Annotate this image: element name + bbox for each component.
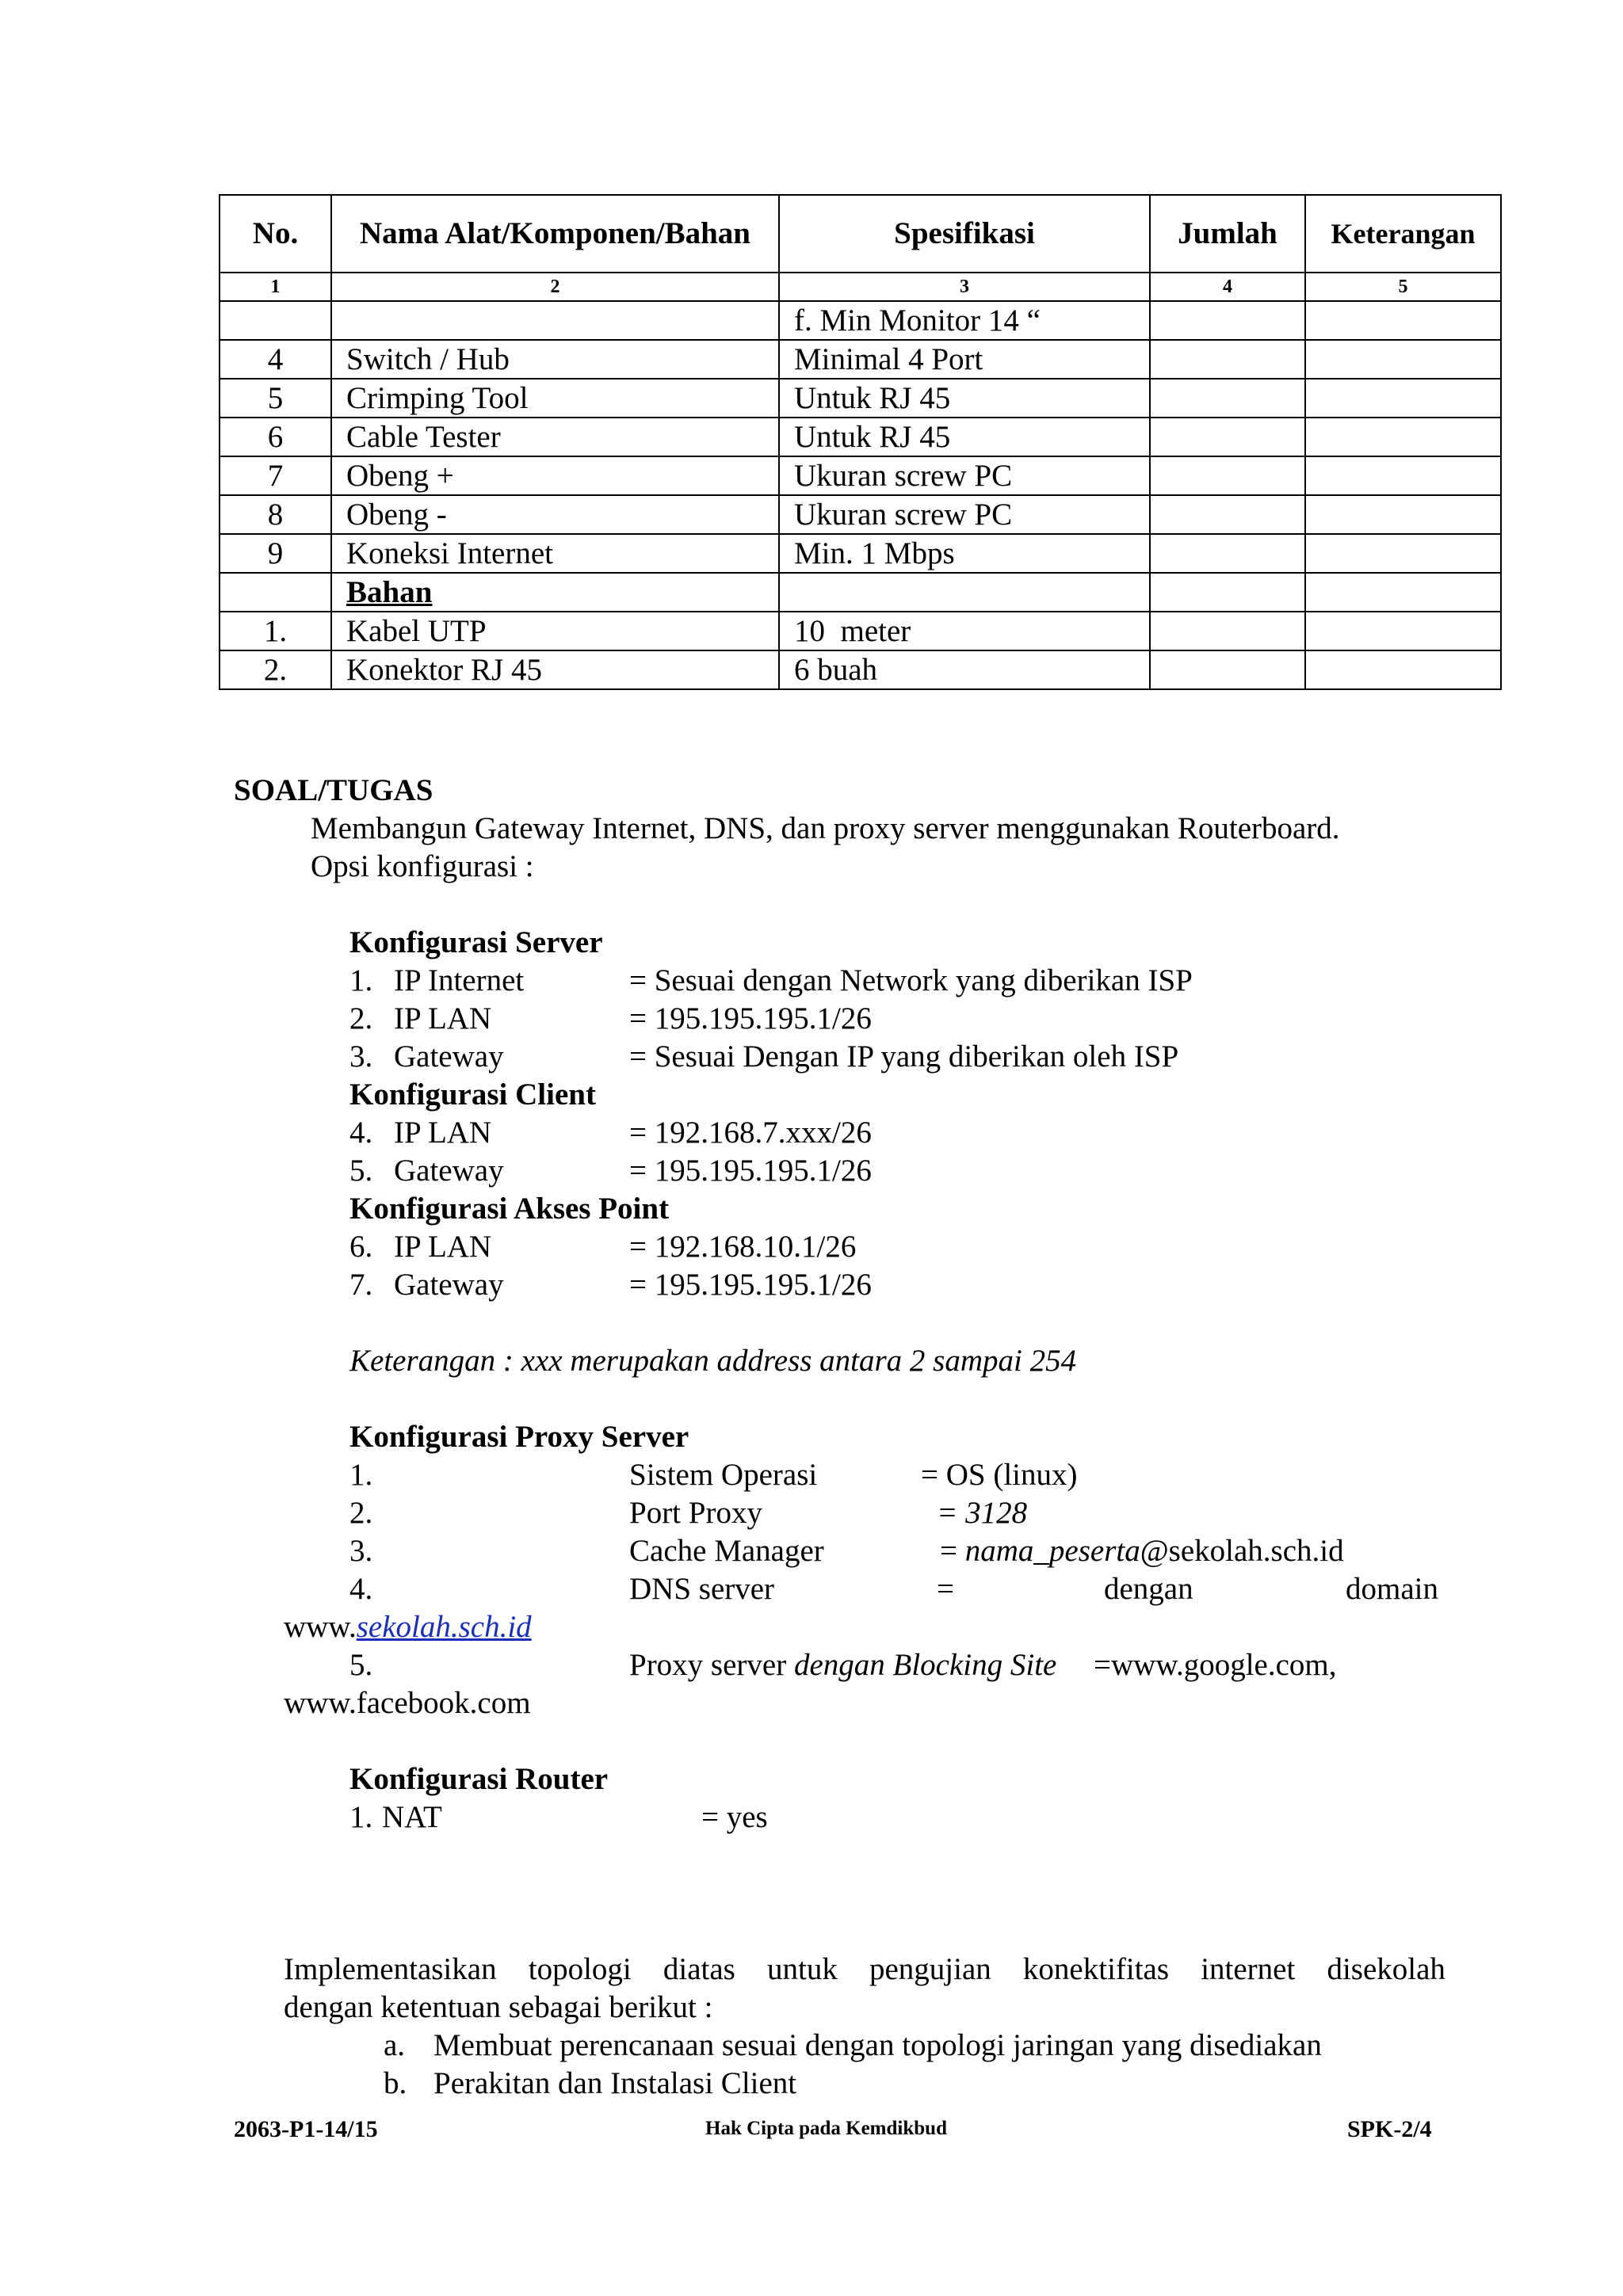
client-config-heading: Konfigurasi Client xyxy=(349,1077,596,1112)
task-description: Membangun Gateway Internet, DNS, dan proxy server menggunakan Routerboard. xyxy=(311,811,1340,845)
cell-name-section: Bahan xyxy=(331,573,779,612)
cell-qty xyxy=(1150,340,1305,379)
cell-spec: Minimal 4 Port xyxy=(779,340,1150,379)
table-row xyxy=(220,418,1501,456)
list-number: 5. xyxy=(349,1648,373,1682)
list-number: 2. xyxy=(349,1001,373,1035)
cell-qty xyxy=(1150,379,1305,418)
config-value xyxy=(937,1494,1027,1532)
cell-no: 8 xyxy=(220,495,331,534)
config-value xyxy=(940,1532,1344,1570)
header-note: Keterangan xyxy=(1305,195,1501,273)
col-number: 1 xyxy=(220,273,331,301)
footer-page: SPK-2/4 xyxy=(1347,2116,1432,2142)
implementation-line-2: dengan ketentuan sebagai berikut : xyxy=(284,1990,713,2024)
cell-no: 4 xyxy=(220,340,331,379)
cell-spec: 6 buah xyxy=(779,650,1150,689)
header-spec: Spesifikasi xyxy=(779,195,1150,273)
config-value: = Sesuai dengan Network yang diberikan ISP xyxy=(629,963,1193,997)
proxy-config-heading: Konfigurasi Proxy Server xyxy=(349,1420,689,1454)
config-label: IP LAN xyxy=(394,1001,492,1035)
word: disekolah xyxy=(1327,1952,1445,1986)
cell-qty xyxy=(1150,534,1305,573)
config-value: = Sesuai Dengan IP yang diberikan oleh ISP xyxy=(629,1039,1179,1074)
config-label: Cache Manager xyxy=(629,1534,824,1568)
cell-qty xyxy=(1150,650,1305,689)
cell-qty xyxy=(1150,301,1305,340)
word: untuk xyxy=(767,1952,838,1986)
equipment-table xyxy=(219,194,1502,690)
list-number: 1. xyxy=(349,1800,373,1834)
word: topologi xyxy=(528,1952,632,1986)
table-row xyxy=(220,495,1501,534)
config-value: =www.google.com, xyxy=(1094,1648,1337,1682)
server-config-heading: Konfigurasi Server xyxy=(349,925,603,959)
cell-note xyxy=(1305,301,1501,340)
cell-no xyxy=(220,573,331,612)
list-number: 2. xyxy=(349,1496,373,1530)
cell-spec xyxy=(779,573,1150,612)
config-label xyxy=(629,1646,1056,1684)
cell-note xyxy=(1305,456,1501,495)
cell-name: Kabel UTP xyxy=(331,612,779,650)
config-label: Port Proxy xyxy=(629,1496,762,1530)
config-value: = OS (linux) xyxy=(921,1458,1078,1492)
task-options-label: Opsi konfigurasi : xyxy=(311,849,534,883)
config-label: IP Internet xyxy=(394,963,525,997)
cell-name xyxy=(331,301,779,340)
justified-word: dengan xyxy=(1104,1572,1193,1606)
cell-qty xyxy=(1150,456,1305,495)
implementation-line xyxy=(284,1951,1445,1989)
cell-spec: Min. 1 Mbps xyxy=(779,534,1150,573)
cell-note xyxy=(1305,379,1501,418)
list-number: 4. xyxy=(349,1116,373,1150)
cell-note xyxy=(1305,495,1501,534)
config-value: = 192.168.10.1/26 xyxy=(629,1230,857,1264)
word: konektifitas xyxy=(1022,1952,1170,1986)
cell-note xyxy=(1305,534,1501,573)
equals-sign: = xyxy=(940,1534,957,1568)
config-label: Gateway xyxy=(394,1154,504,1188)
table-row xyxy=(220,534,1501,573)
config-label: IP LAN xyxy=(394,1116,492,1150)
cell-name: Obeng - xyxy=(331,495,779,534)
cell-no: 9 xyxy=(220,534,331,573)
list-number: 4. xyxy=(349,1572,373,1606)
cell-no: 1. xyxy=(220,612,331,650)
config-label: IP LAN xyxy=(394,1230,492,1264)
equals-sign: = xyxy=(937,1496,958,1530)
list-number: 3. xyxy=(349,1534,373,1568)
cell-spec: Untuk RJ 45 xyxy=(779,418,1150,456)
header-name: Nama Alat/Komponen/Bahan xyxy=(331,195,779,273)
cell-spec: f. Min Monitor 14 “ xyxy=(779,301,1150,340)
word: diatas xyxy=(663,1952,735,1986)
config-label: NAT xyxy=(382,1800,442,1834)
list-number: 6. xyxy=(349,1230,373,1264)
cell-name: Cable Tester xyxy=(331,418,779,456)
list-item: Membuat perencanaan sesuai dengan topologi jaringan yang disediakan xyxy=(433,2028,1322,2062)
cell-name: Obeng + xyxy=(331,456,779,495)
config-label: Gateway xyxy=(394,1268,504,1302)
header-no: No. xyxy=(220,195,331,273)
cell-spec: Ukuran screw PC xyxy=(779,456,1150,495)
label-italic: dengan Blocking Site xyxy=(793,1648,1057,1682)
cell-qty xyxy=(1150,573,1305,612)
address-note: Keterangan : xxx merupakan address antara 2 sampai 254 xyxy=(349,1344,1077,1378)
word: internet xyxy=(1201,1952,1296,1986)
cell-no: 5 xyxy=(220,379,331,418)
cell-note xyxy=(1305,573,1501,612)
list-number: 3. xyxy=(349,1039,373,1074)
col-number: 5 xyxy=(1305,273,1501,301)
col-number: 3 xyxy=(779,273,1150,301)
cell-note xyxy=(1305,418,1501,456)
cell-note xyxy=(1305,340,1501,379)
table-column-number-row xyxy=(220,273,1501,301)
table-row xyxy=(220,456,1501,495)
domain-prefix: www. xyxy=(284,1610,357,1644)
justified-word: domain xyxy=(1346,1572,1438,1606)
cell-name: Switch / Hub xyxy=(331,340,779,379)
cell-name: Crimping Tool xyxy=(331,379,779,418)
col-number: 4 xyxy=(1150,273,1305,301)
config-value: = 195.195.195.1/26 xyxy=(629,1268,872,1302)
cache-user: nama_peserta xyxy=(964,1534,1140,1568)
table-row xyxy=(220,379,1501,418)
word: Implementasikan xyxy=(284,1952,497,1986)
cell-spec: Ukuran screw PC xyxy=(779,495,1150,534)
cell-spec: 10 meter xyxy=(779,612,1150,650)
cell-no: 2. xyxy=(220,650,331,689)
port-value: 3128 xyxy=(965,1496,1028,1530)
table-row xyxy=(220,612,1501,650)
table-header-row xyxy=(220,195,1501,273)
domain-link[interactable]: sekolah.sch.id xyxy=(356,1610,532,1644)
cell-no xyxy=(220,301,331,340)
router-config-heading: Konfigurasi Router xyxy=(349,1762,609,1796)
list-number: 7. xyxy=(349,1268,373,1302)
col-number: 2 xyxy=(331,273,779,301)
config-value: = 195.195.195.1/26 xyxy=(629,1001,872,1035)
ap-config-heading: Konfigurasi Akses Point xyxy=(349,1192,670,1226)
list-number: 1. xyxy=(349,1458,373,1492)
footer-copyright: Hak Cipta pada Kemdikbud xyxy=(705,2118,947,2139)
cell-qty xyxy=(1150,612,1305,650)
cell-no: 6 xyxy=(220,418,331,456)
list-number: 1. xyxy=(349,963,373,997)
config-value: = 195.195.195.1/26 xyxy=(629,1154,872,1188)
dns-domain xyxy=(284,1608,532,1646)
blocked-site: www.facebook.com xyxy=(284,1686,531,1720)
table-row xyxy=(220,650,1501,689)
cache-domain: @sekolah.sch.id xyxy=(1140,1534,1344,1568)
config-value: = yes xyxy=(701,1800,768,1834)
list-number: 5. xyxy=(349,1154,373,1188)
config-label: DNS server xyxy=(629,1572,775,1606)
config-label: Gateway xyxy=(394,1039,504,1074)
task-heading: SOAL/TUGAS xyxy=(234,773,433,807)
header-qty: Jumlah xyxy=(1150,195,1305,273)
cell-note xyxy=(1305,650,1501,689)
footer-code: 2063-P1-14/15 xyxy=(234,2116,378,2142)
config-label: Sistem Operasi xyxy=(629,1458,818,1492)
list-marker: b. xyxy=(384,2066,407,2100)
list-marker: a. xyxy=(384,2028,406,2062)
cell-qty xyxy=(1150,418,1305,456)
cell-spec: Untuk RJ 45 xyxy=(779,379,1150,418)
table-row xyxy=(220,340,1501,379)
table-row xyxy=(220,573,1501,612)
cell-name: Koneksi Internet xyxy=(331,534,779,573)
cell-qty xyxy=(1150,495,1305,534)
label-plain: Proxy server xyxy=(629,1648,794,1682)
equals-sign: = xyxy=(937,1572,954,1606)
cell-no: 7 xyxy=(220,456,331,495)
list-item: Perakitan dan Instalasi Client xyxy=(433,2066,797,2100)
table-row xyxy=(220,301,1501,340)
config-value: = 192.168.7.xxx/26 xyxy=(629,1116,872,1150)
word: pengujian xyxy=(869,1952,991,1986)
cell-name: Konektor RJ 45 xyxy=(331,650,779,689)
cell-note xyxy=(1305,612,1501,650)
